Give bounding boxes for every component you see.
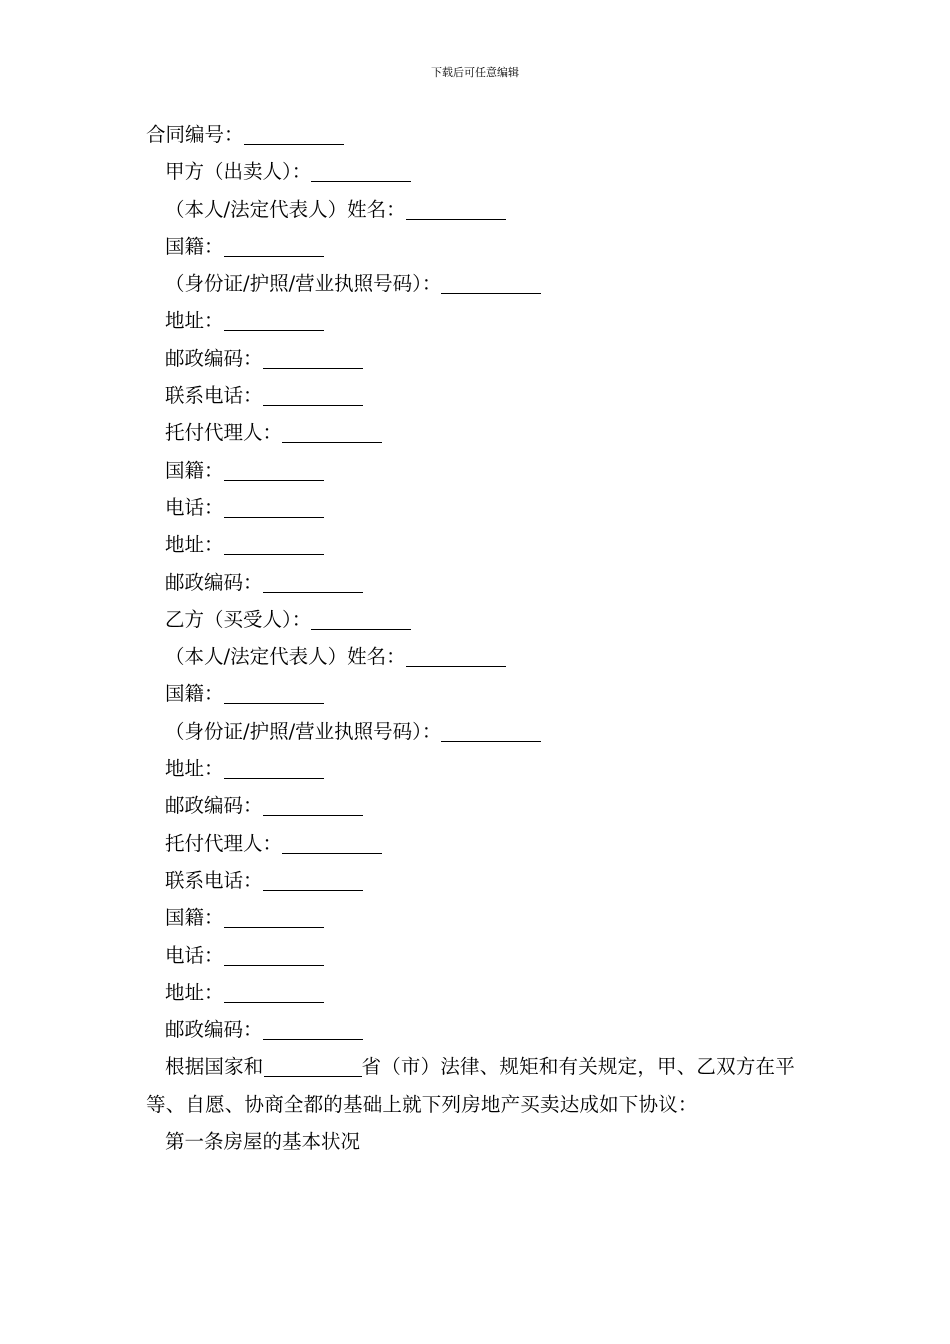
form-label: 联系电话： [165,868,263,892]
paragraph-text-after: 省（市）法律、规矩和有关规定，甲、乙双方在平等、自愿、协商全都的基础上就下列房地产买卖达成如下协议： [146,1055,795,1116]
form-label: （身份证/护照/营业执照号码）： [165,272,442,296]
fill-in-blank[interactable] [224,964,324,966]
form-label: 电话： [165,943,224,967]
fill-in-blank[interactable] [224,329,324,331]
form-line [146,377,811,414]
fill-in-blank[interactable] [264,1075,362,1077]
form-label: 地址： [165,533,224,557]
form-label: 国籍： [165,234,224,258]
fill-in-blank[interactable] [441,740,541,742]
agreement-paragraph [146,1048,808,1123]
fill-in-blank[interactable] [224,702,324,704]
form-line [146,937,811,974]
fill-in-blank[interactable] [311,180,411,182]
form-label: 地址： [165,757,224,781]
form-label: （本人/法定代表人）姓名： [165,645,406,669]
form-line [146,302,811,339]
form-label: （身份证/护照/营业执照号码）： [165,719,442,743]
fill-in-blank[interactable] [282,852,382,854]
fill-in-blank[interactable] [224,777,324,779]
form-line [146,638,811,675]
form-line [146,787,811,824]
form-label: 联系电话： [165,384,263,408]
fill-in-blank[interactable] [224,479,324,481]
contract-body [146,116,811,1160]
paragraph-text-before: 根据国家和 [165,1055,264,1079]
form-line [146,750,811,787]
form-label: 地址： [165,309,224,333]
form-line [146,116,811,153]
form-label: 乙方（买受人）： [165,607,312,631]
form-line [146,414,811,451]
form-label: 托付代理人： [165,421,283,445]
fill-in-blank[interactable] [224,255,324,257]
form-line [146,899,811,936]
fill-in-blank[interactable] [263,404,363,406]
form-line [146,265,811,302]
fill-in-blank[interactable] [263,367,363,369]
article-heading: 第一条房屋的基本状况 [165,1130,361,1154]
form-line [146,526,811,563]
form-line [146,675,811,712]
fill-in-blank[interactable] [244,143,344,145]
form-label: 邮政编码： [165,346,263,370]
form-line [146,601,811,638]
form-line [146,452,811,489]
form-line [146,974,811,1011]
fill-in-blank[interactable] [263,814,363,816]
fill-in-blank[interactable] [263,591,363,593]
fill-in-blank[interactable] [282,441,382,443]
form-label: 合同编号： [146,123,244,146]
fill-in-blank[interactable] [224,516,324,518]
form-line [146,228,811,265]
form-label: 邮政编码： [165,570,263,594]
form-line [146,489,811,526]
fill-in-blank[interactable] [441,292,541,294]
form-line [146,340,811,377]
page-header: 下载后可任意编辑 [431,66,519,79]
form-line [146,191,811,228]
form-label: 托付代理人： [165,831,283,855]
fill-in-blank[interactable] [406,665,506,667]
form-label: 电话： [165,495,224,519]
fill-in-blank[interactable] [224,926,324,928]
form-line [146,1011,811,1048]
form-line [146,564,811,601]
form-lines [146,116,811,1048]
form-line [146,862,811,899]
form-label: （本人/法定代表人）姓名： [165,197,406,221]
form-label: 国籍： [165,682,224,706]
form-label: 邮政编码： [165,794,263,818]
form-line [146,153,811,190]
fill-in-blank[interactable] [263,1038,363,1040]
form-line [146,825,811,862]
form-label: 邮政编码： [165,1018,263,1042]
form-label: 甲方（出卖人）： [165,160,312,184]
fill-in-blank[interactable] [311,628,411,630]
fill-in-blank[interactable] [263,889,363,891]
form-line [146,713,811,750]
fill-in-blank[interactable] [224,553,324,555]
form-label: 国籍： [165,458,224,482]
form-label: 地址： [165,980,224,1004]
fill-in-blank[interactable] [406,218,506,220]
fill-in-blank[interactable] [224,1001,324,1003]
form-label: 国籍： [165,906,224,930]
